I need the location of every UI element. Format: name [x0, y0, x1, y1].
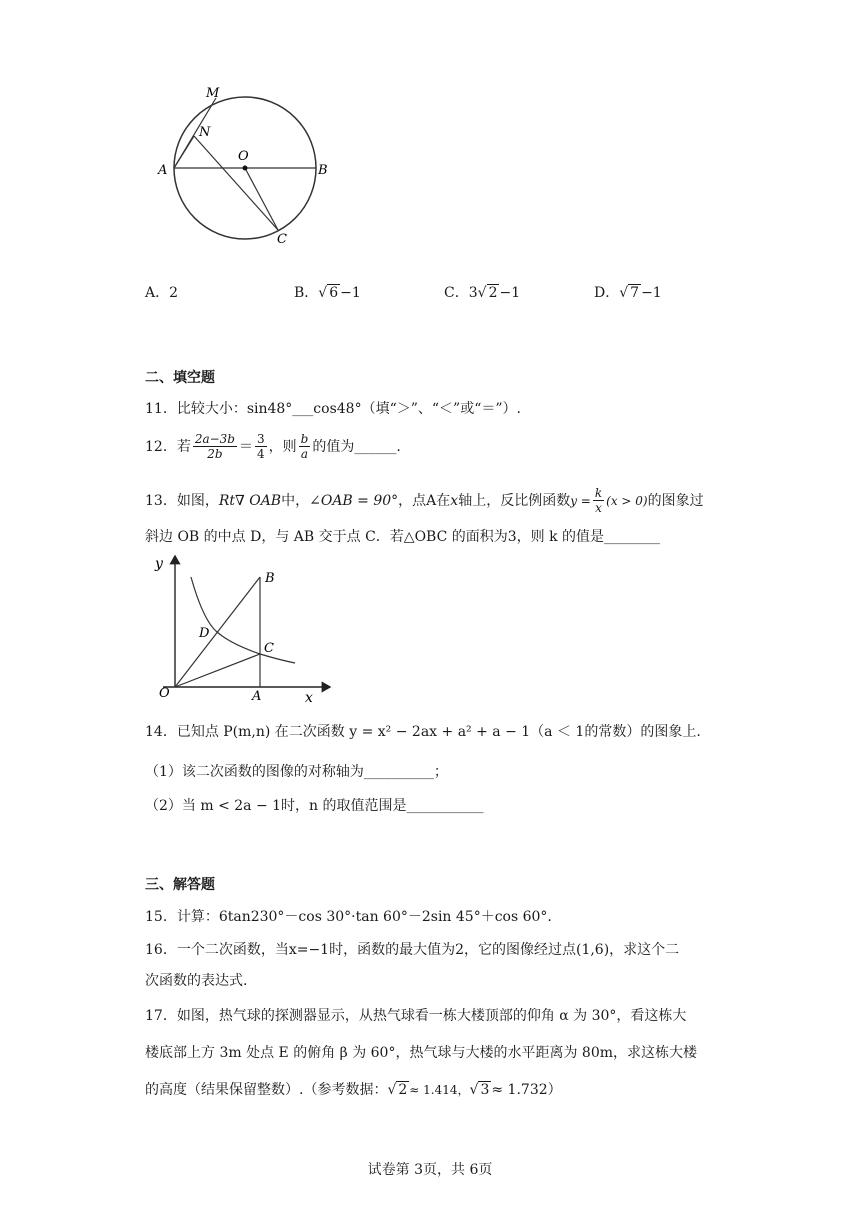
- label-C: C: [277, 232, 287, 247]
- q13-angle: ∠OAB = 90°: [309, 492, 399, 509]
- label-B: B: [318, 163, 328, 178]
- q17-approx-2: ≈ 1.732）: [491, 1082, 562, 1098]
- label-O: O: [238, 149, 249, 164]
- question-17-line-3: 的高度（结果保留整数）.（参考数据：√ 2 ≈ 1.414，√ 3 ≈ 1.732）: [145, 1082, 562, 1098]
- option-d-label: D．: [594, 285, 620, 301]
- option-c-label: C．: [444, 285, 469, 301]
- option-a: [145, 283, 178, 303]
- graph-label-B: B: [265, 571, 275, 586]
- question-16-line-1: 16．一个二次函数，当x=−1时，函数的最大值为2，它的图像经过点(1,6)，求这个二: [145, 942, 680, 958]
- q12-fraction-2: $\frac{3}{4}$: [257, 432, 265, 461]
- q17-sqrt-2: 2: [398, 1082, 408, 1098]
- q12-mid: ，则: [268, 438, 297, 455]
- q13-triangle: Rt∇ OAB: [218, 492, 282, 509]
- option-b: B．√ 6 −1: [294, 285, 361, 301]
- q13-func-fraction: $\frac{k}{x}$: [594, 486, 603, 515]
- page-footer: 试卷第 3页，共 6页: [367, 1162, 493, 1178]
- graph-figure: [145, 550, 345, 710]
- q13-part-a: 13．如图，: [145, 492, 219, 509]
- q13-part-g: 轴上，反比例函数: [458, 492, 571, 509]
- q12-eq: ＝: [239, 438, 253, 455]
- q17-approx-1: ≈ 1.414，: [409, 1083, 470, 1097]
- q13-part-h: 的图象过: [647, 492, 704, 509]
- question-11: 11．比较大小：sin48°___cos48°（填“＞”、“＜”或“＝”）.: [145, 401, 521, 417]
- q12-suffix: 的值为______.: [312, 438, 401, 455]
- option-c-suffix: −1: [499, 285, 521, 301]
- q13-func-cond: (x > 0): [606, 493, 648, 508]
- option-c-radicand: 2: [488, 285, 498, 301]
- q13-func-lhs: y =: [570, 493, 591, 508]
- question-17-line-1: 17．如图，热气球的探测器显示，从热气球看一栋大楼顶部的仰角 α 为 30°，看这栋大: [145, 1008, 687, 1024]
- question-13-line-1: [145, 486, 704, 515]
- option-b-suffix: −1: [340, 285, 361, 301]
- graph-label-C: C: [264, 641, 274, 656]
- section-3-title: 三、解答题: [145, 877, 215, 893]
- q13-part-e: ，点A在: [398, 492, 451, 509]
- q17-line-3-text: 的高度（结果保留整数）.（参考数据：: [145, 1082, 388, 1098]
- question-14-part-1: （1）该二次函数的图像的对称轴为__________；: [145, 764, 448, 780]
- graph-label-y: y: [155, 556, 163, 572]
- question-16-line-2: 次函数的表达式.: [145, 973, 248, 989]
- option-c-prefix: 3: [468, 285, 478, 301]
- q17-sqrt-3: 3: [480, 1082, 490, 1098]
- question-14: 14．已知点 P(m,n) 在二次函数 y = x² − 2ax + a² + a − 1（a ＜ 1的常数）的图象上.: [145, 724, 701, 740]
- question-17-line-2: 楼底部上方 3m 处点 E 的俯角 β 为 60°，热气球与大楼的水平距离为 80m，求这栋大楼: [145, 1045, 698, 1061]
- question-14-part-2: （2）当 m < 2a − 1时，n 的取值范围是___________: [145, 798, 484, 814]
- q12-prefix: 12．若: [145, 438, 191, 455]
- graph-label-A: A: [252, 689, 262, 704]
- option-a-label: A．: [145, 285, 170, 301]
- q12-fraction-1: $\frac{2a-3b}{2b}$: [194, 432, 235, 461]
- q12-fraction-3: $\frac{b}{a}$: [300, 432, 309, 461]
- label-A: A: [158, 163, 168, 178]
- question-12: [145, 432, 401, 461]
- graph-label-x: x: [305, 690, 313, 706]
- option-d-radicand: 7: [630, 285, 640, 301]
- option-d: D．√ 7 −1: [594, 285, 662, 301]
- option-c: C．3√ 2 −1: [444, 285, 521, 301]
- q13-part-c: 中，: [281, 492, 310, 509]
- q13-x-axis: x: [450, 492, 459, 509]
- option-d-suffix: −1: [641, 285, 662, 301]
- graph-label-O: O: [159, 686, 170, 701]
- label-N: N: [199, 125, 211, 140]
- question-15: 15．计算：6tan230°－cos 30°·tan 60°－2sin 45°＋cos 60°.: [145, 909, 552, 925]
- circle-figure: [150, 80, 350, 250]
- option-a-value: 2: [169, 285, 179, 301]
- section-2-title: 二、填空题: [145, 370, 215, 386]
- label-M: M: [206, 86, 220, 101]
- question-13-line-2: 斜边 OB 的中点 D，与 AB 交于点 C．若△OBC 的面积为3，则 k 的值是________: [145, 529, 661, 545]
- option-b-radicand: 6: [329, 285, 339, 301]
- option-b-label: B．: [294, 285, 319, 301]
- graph-label-D: D: [199, 626, 210, 641]
